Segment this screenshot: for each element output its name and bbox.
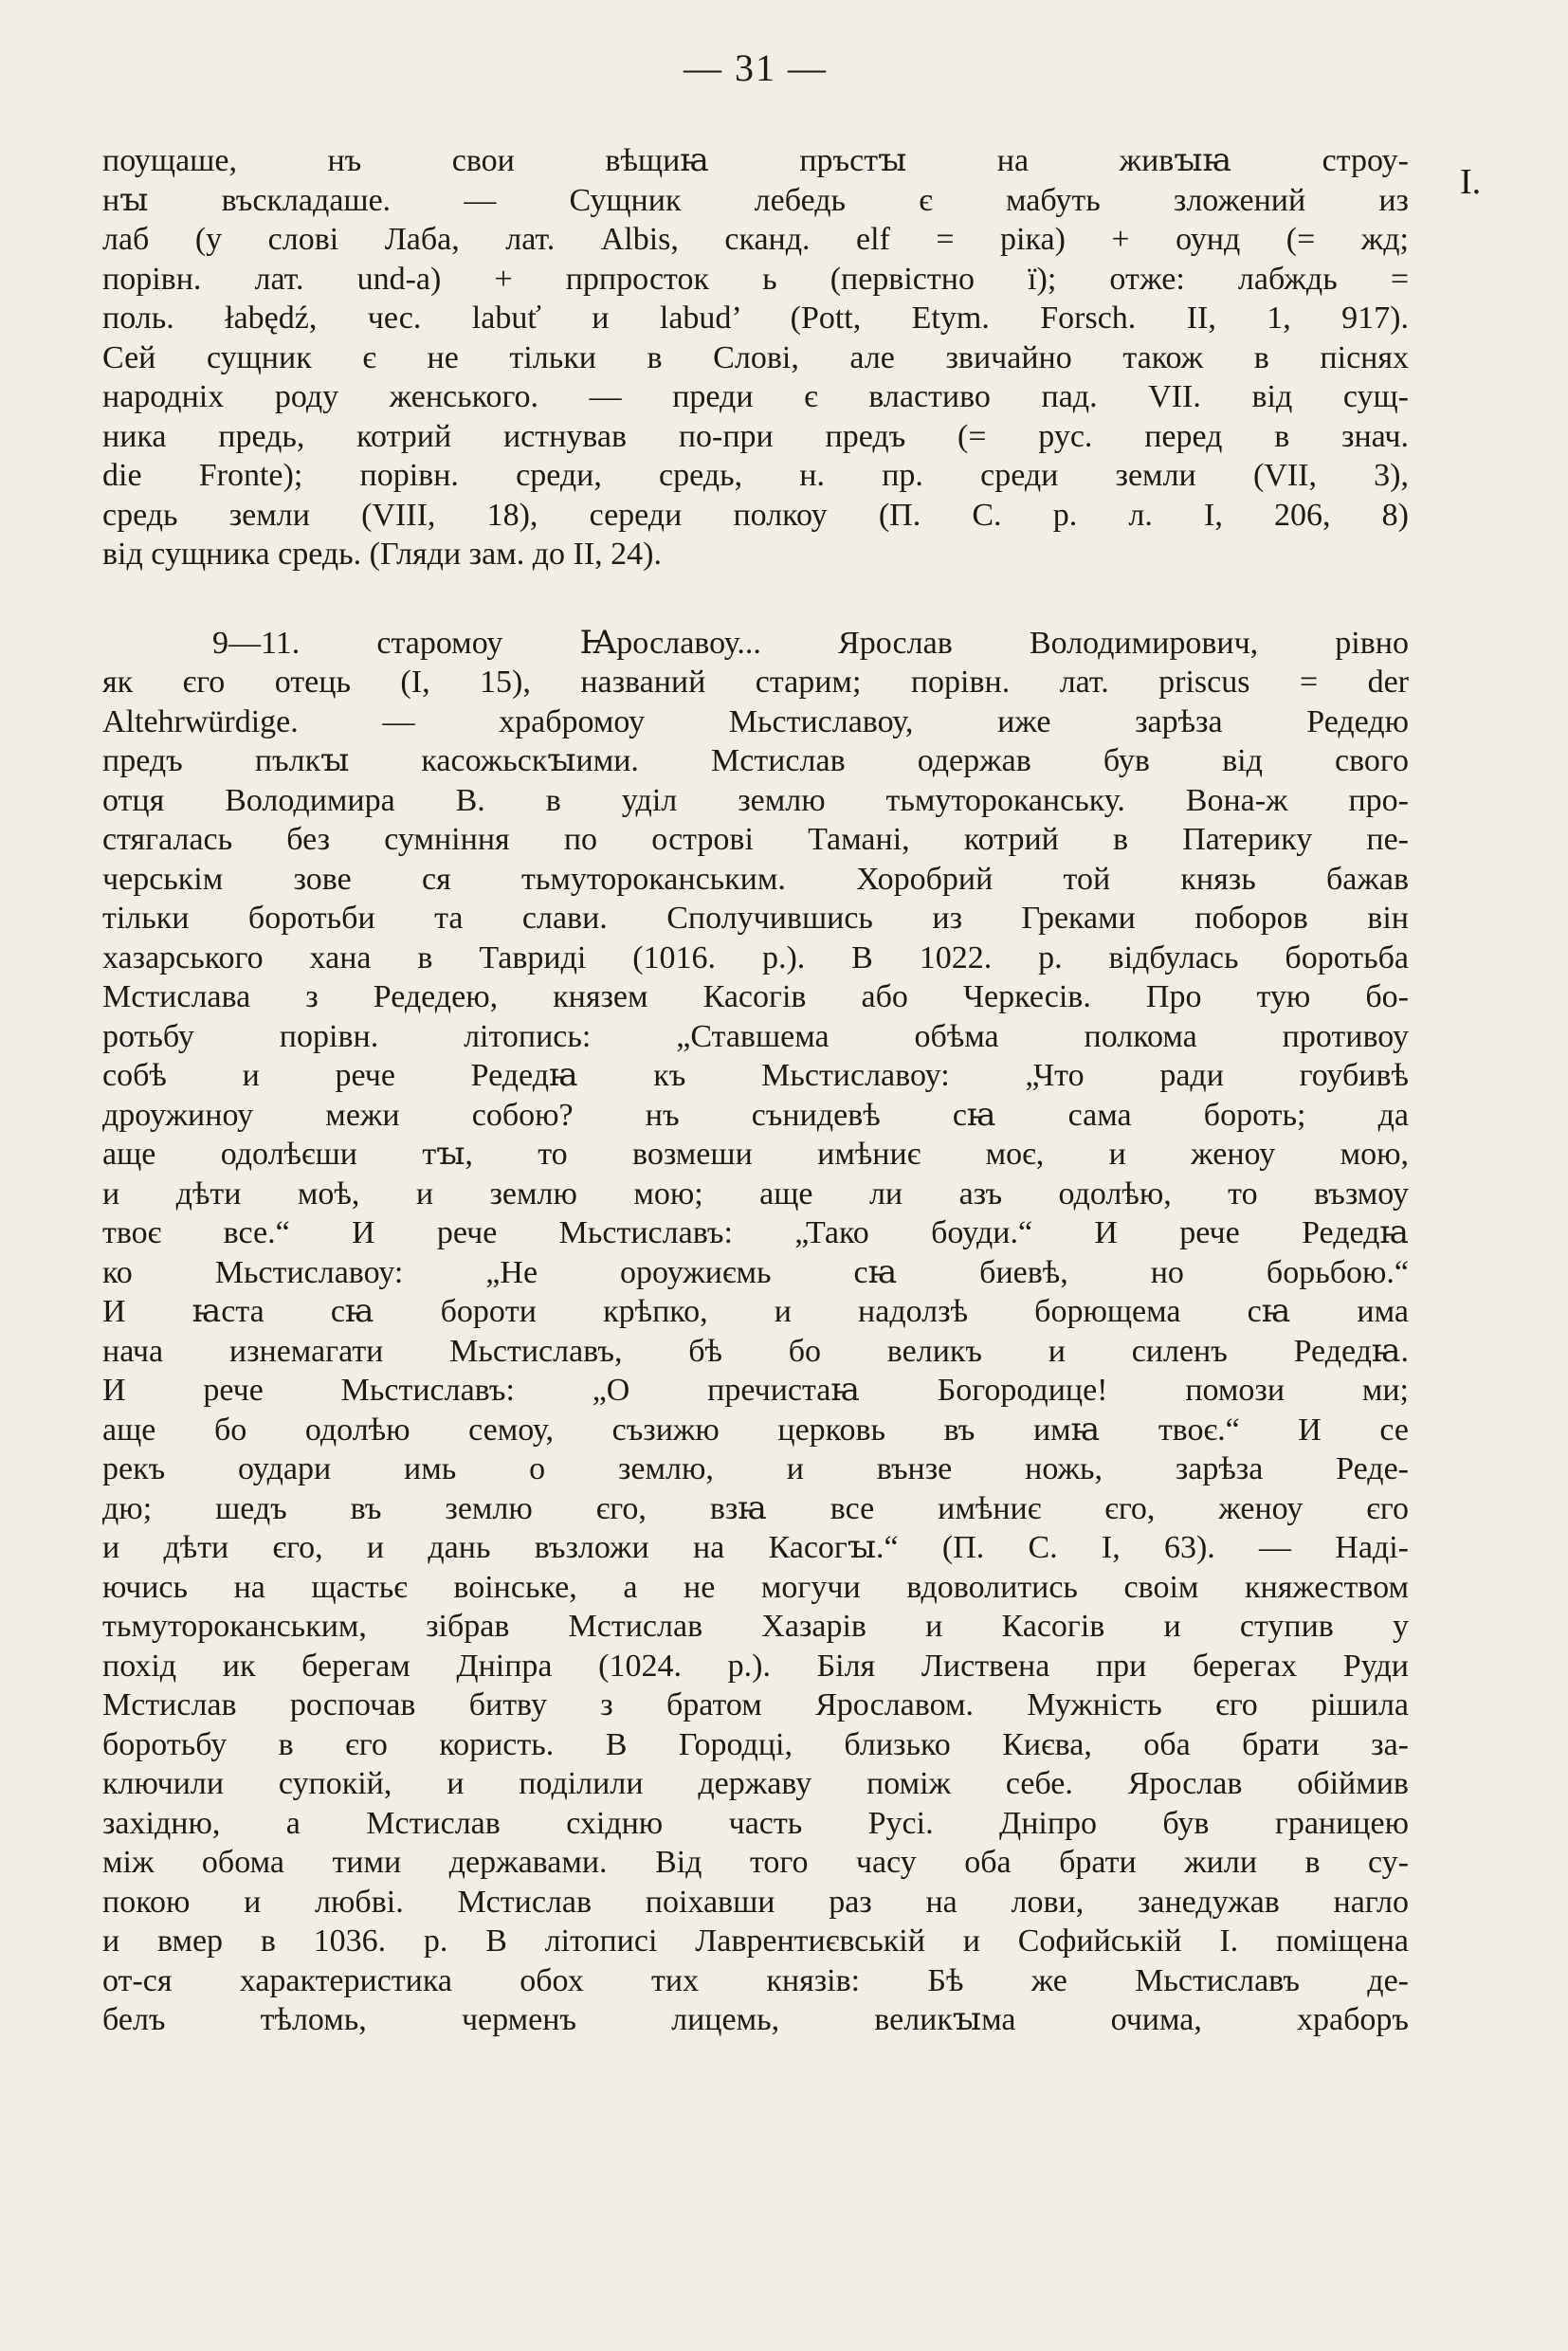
text-line: народніх роду женського. — преди є властиво пад. VII. від сущ- [102,379,1409,414]
text-line: средь земли (VIII, 18), середи полкоу (П. С. р. л. I, 206, 8) [102,497,1409,533]
text-line: die Fronte); порівн. среди, средь, н. пр. среди земли (VII, 3), [102,458,1409,493]
text-line: поущаше, нъ свои вѣщиꙗ пръстꙑ на живꙑꙗ строу- [102,143,1409,178]
text-line: поль. łabędź, чес. labuť и labud’ (Pott, Etym. Forsch. II, 1, 917). [102,301,1409,336]
text-line: аще бо одолѣю семоу, съзижю церковь въ имꙗ твоє.“ И се [102,1412,1409,1448]
text-line: предъ пълкꙑ касожьскꙑими. Мстислав одержав був від свого [102,743,1409,778]
margin-marker: I. [1460,162,1482,202]
text-line: ника предь, котрий истнував по-при предъ (= рус. перед в знач. [102,418,1409,454]
text-line: ключили супокій, и поділили державу поміж себе. Ярослав обіймив [102,1766,1409,1801]
text-line: стягалась без сумніння по острові Тамані, котрий в Патерику пе- [102,822,1409,857]
paragraph-1 [102,141,1409,574]
text-line: черськім зове ся тьмутороканським. Хоробрий той князь бажав [102,861,1409,897]
text-line: Сей сущник є не тільки в Слові, але звичайно також в піснях [102,339,1409,375]
text-line: похід ик берегам Дніпра (1024. р.). Біля Листвена при берегах Руди [102,1648,1409,1684]
text-line: покою и любві. Мстислав поіхавши раз на лови, занедужав нагло [102,1884,1409,1920]
text-line: ко Мьстиславоу: „Не ороужиємь сꙗ биевѣ, но борьбою.“ [102,1254,1409,1290]
text-line: твоє все.“ И рече Мьстиславъ: „Тако боуди.“ И рече Редедꙗ [102,1215,1409,1250]
text-line: західню, а Мстислав східню часть Русі. Дніпро був границею [102,1805,1409,1841]
text-line: ротьбу порівн. літопись: „Ставшема обѣма полкома противоу [102,1018,1409,1054]
text-line: лаб (у слові Лаба, лат. Albis, сканд. elf = ріка) + оунд (= жд; [102,222,1409,257]
text-line: хазарського хана в Тавриді (1016. р.). В 1022. р. відбулась боротьба [102,939,1409,975]
text-line: рекъ оудари имь о землю, и вънзе ножь, зарѣза Реде- [102,1451,1409,1486]
text-line: дроужиноу межи собою? нъ сънидевѣ сꙗ сама бороть; да [102,1097,1409,1133]
text-line: аще одолѣєши тꙑ, то возмеши имѣниє моє, и женоу мою, [102,1137,1409,1172]
text-line: дю; шедъ въ землю єго, взꙗ все имѣниє єго, женоу єго [102,1490,1409,1526]
text-line: белъ тѣломь, черменъ лицемь, великꙑма очима, храборъ [102,2002,1409,2037]
text-line: боротьбу в єго користь. В Городці, близько Києва, оба брати за- [102,1726,1409,1762]
text-line: отця Володимира В. в уділ землю тьмутороканську. Вона-ж про- [102,782,1409,818]
text-line: як єго отець (I, 15), названий старим; порівн. лат. priscus = der [102,665,1409,700]
text-line: и дѣти моѣ, и землю мою; аще ли азъ одолѣю, то възмоу [102,1176,1409,1212]
text-line: И рече Мьстиславъ: „О пречистаꙗ Богородице! помози ми; [102,1373,1409,1408]
text-line: от-ся характеристика обох тих князів: Бѣ же Мьстиславъ де- [102,1962,1409,1998]
text-line: тільки боротьби та слави. Сполучившись из Греками поборов він [102,901,1409,936]
text-line: и дѣти єго, и дань възложи на Касогꙑ.“ (П. С. I, 63). — Наді- [102,1530,1409,1565]
text-line: Мстислава з Редедею, князем Касогів або Черкесів. Про тую бо- [102,979,1409,1014]
text-line: Altehrwürdige. — храбромоу Мьстиславоу, иже зарѣза Редедю [102,703,1409,739]
text-line: тьмутороканським, зібрав Мстислав Хазарів и Касогів и ступив у [102,1609,1409,1644]
text-line: між обома тими державами. Від того часу оба брати жили в су- [102,1845,1409,1880]
text-line: порівн. лат. und-a) + прпросток ь (первістно ї); отже: лабждь = [102,261,1409,297]
text-line: ючись на щастьє воінське, а не могучи вдоволитись своім княжеством [102,1569,1409,1605]
text-line: нꙑ въскладаше. — Сущник лебедь є мабуть зложений из [102,182,1409,218]
page-number: — 31 — [684,46,828,89]
text-line: и вмер в 1036. р. В літописі Лаврентиєвській и Софийській I. поміщена [102,1923,1409,1959]
text-line: від сущника средь. (Гляди зам. до II, 24). [102,537,662,572]
text-line: 9—11. старомоу Ꙗрославоу... Ярослав Володимирович, рівно [212,625,1409,661]
paragraph-2 [102,624,1409,2040]
text-line: И ꙗста сꙗ борoти крѣпко, и надолзѣ борющема сꙗ има [102,1294,1409,1329]
text-line: нача изнемагати Мьстиславъ, бѣ бо великъ и силенъ Редедꙗ. [102,1333,1409,1369]
text-line: собѣ и рече Редедꙗ къ Мьстиславоу: „Что ради гоубивѣ [102,1058,1409,1093]
text-line: Мстислав роспочав битву з братом Ярославом. Мужність єго рішила [102,1687,1409,1722]
